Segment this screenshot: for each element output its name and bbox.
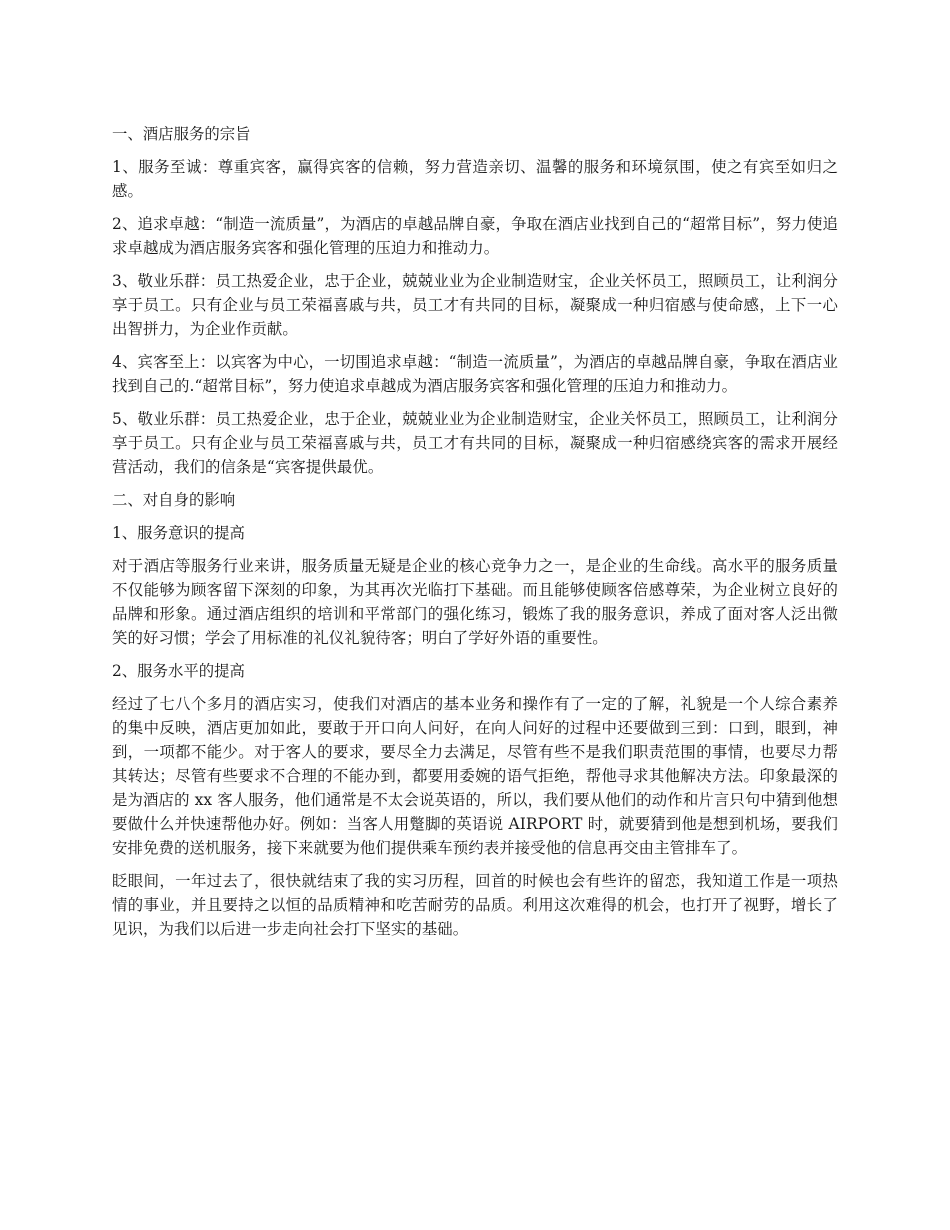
- paragraph-dedication: 3、敬业乐群：员工热爱企业，忠于企业，兢兢业业为企业制造财宝，企业关怀员工，照顾员工，让利润分享于员工。只有企业与员工荣福喜戚与共，员工才有共同的目标，凝聚成一种归宿感与使命感，上下一心出智拼力，为企业作贡献。: [112, 272, 838, 338]
- paragraph-pursue-excellence: 2、追求卓越：“制造一流质量”，为酒店的卓越品牌自豪，争取在酒店业找到自己的“超常目标”，努力使追求卓越成为酒店服务宾客和强化管理的压迫力和推动力。: [112, 215, 838, 257]
- subheading-service-awareness: 1、服务意识的提高: [112, 524, 245, 542]
- section-heading-purpose: 一、酒店服务的宗旨: [112, 125, 251, 143]
- paragraph-service-level: 经过了七八个多月的酒店实习，使我们对酒店的基本业务和操作有了一定的了解，礼貌是一个人综合素养的集中反映，酒店更加如此，要敢于开口向人问好，在向人问好的过程中还要做到三到：口到，眼到，神到，一项都不能少。对于客人的要求，要尽全力去满足，尽管有些不是我们职责范围的事情，也要尽力帮其转达；尽管有些要求不合理的不能办到，都要用委婉的语气拒绝，帮他寻求其他解决方法。印象最深的是为酒店的 xx 客人服务，他们通常是不太会说英语的，所以，我们要从他们的动作和片言只句中猜到他想要做什么并快速帮他办好。例如：当客人用蹩脚的英语说 AIRPORT 时，就要猜到他是想到机场，要我们安排免费的送机服务，接下来就要为他们提供乘车预约表并接受他的信息再交由主管排车了。: [112, 695, 838, 857]
- paragraph-dedication-2: 5、敬业乐群：员工热爱企业，忠于企业，兢兢业业为企业制造财宝，企业关怀员工，照顾员工，让利润分享于员工。只有企业与员工荣福喜戚与共，员工才有共同的目标，凝聚成一种归宿感绕宾客的需求开展经营活动，我们的信条是“宾客提供最优。: [112, 410, 838, 476]
- section-heading-impact: 二、对自身的影响: [112, 491, 236, 509]
- subheading-service-level: 2、服务水平的提高: [112, 662, 245, 680]
- paragraph-service-awareness: 对于酒店等服务行业来讲，服务质量无疑是企业的核心竞争力之一，是企业的生命线。高水平的服务质量不仅能够为顾客留下深刻的印象，为其再次光临打下基础。而且能够使顾客倍感尊荣，为企业树立良好的品牌和形象。通过酒店组织的培训和平常部门的强化练习，锻炼了我的服务意识，养成了面对客人泛出微笑的好习惯；学会了用标准的礼仪礼貌待客；明白了学好外语的重要性。: [112, 557, 838, 647]
- paragraph-service-sincerity: 1、服务至诚：尊重宾客，赢得宾客的信赖，努力营造亲切、温馨的服务和环境氛围，使之有宾至如归之感。: [112, 158, 838, 200]
- paragraph-guest-first: 4、宾客至上：以宾客为中心，一切围追求卓越：“制造一流质量”，为酒店的卓越品牌自豪，争取在酒店业找到自己的.“超常目标”，努力使追求卓越成为酒店服务宾客和强化管理的压迫力和推动力。: [112, 353, 838, 395]
- paragraph-conclusion: 眨眼间，一年过去了，很快就结束了我的实习历程，回首的时候也会有些许的留恋，我知道工作是一项热情的事业，并且要持之以恒的品质精神和吃苦耐劳的品质。利用这次难得的机会，也打开了视野，增长了见识，为我们以后进一步走向社会打下坚实的基础。: [112, 872, 838, 938]
